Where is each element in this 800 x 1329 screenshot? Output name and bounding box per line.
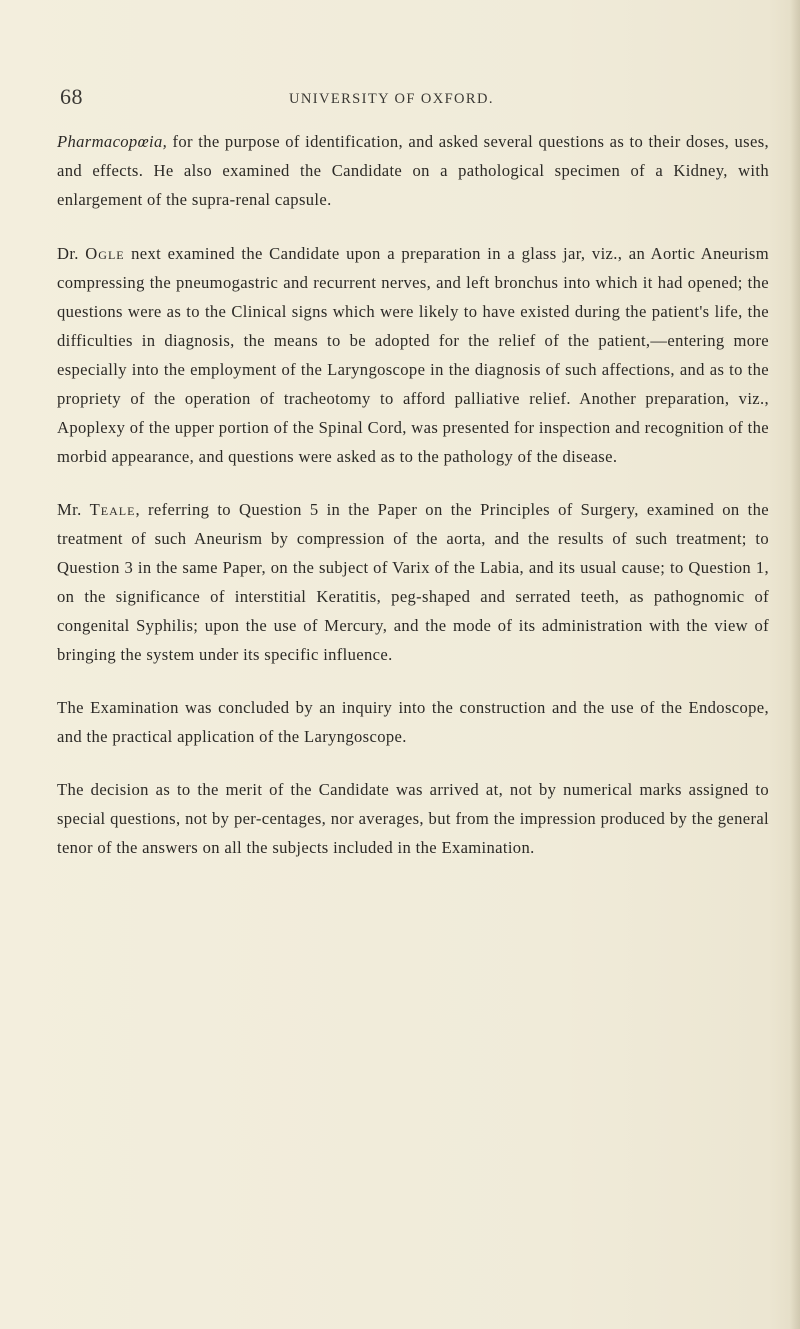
running-head: UNIVERSITY OF OXFORD. <box>289 91 494 107</box>
paragraph-text: next examined the Candidate upon a preparation in a glass jar, viz., an Aortic Aneurism compressing the pneumogastric and recurrent nerves, and left bronchus into which it had opened; the questions were as to the Clinical signs which were likely to have existed during the patient's life, the difficulties in diagnosis, the means to be adopted for the relief of the patient,—entering more especially into the employment of the Laryngoscope in the diagnosis of such affections, and as to the propriety of the operation of tracheotomy to afford palliative relief. Another preparation, viz., Apoplexy of the upper portion of the Spinal Cord, was presented for inspection and recognition of the morbid appearance, and questions were asked as to the pathology of the disease. <box>57 244 769 466</box>
paragraph-endoscope <box>57 693 769 751</box>
page-number: 68 <box>60 84 83 109</box>
body-text <box>57 127 769 886</box>
title-prefix: Dr. <box>57 244 86 263</box>
examiner-name: Teale <box>89 500 136 519</box>
paragraph-text: , referring to Question 5 in the Paper on the Principles of Surgery, examined on the treatment of such Aneurism by compression of the aorta, and the results of such treatment; to Question 3 in the same Paper, on the subject of Varix of the Labia, and its usual cause; to Question 1, on the significance of interstitial Keratitis, peg-shaped and serrated teeth, as pathognomic of congenital Syphilis; upon the use of Mercury, and the mode of its administration with the view of bringing the system under its specific influence. <box>57 500 769 664</box>
paragraph-decision <box>57 775 769 862</box>
paragraph-dr-ogle <box>57 239 769 471</box>
page-edge-shadow <box>790 0 800 1329</box>
paragraph-text: The decision as to the merit of the Candidate was arrived at, not by numerical marks assigned to special questions, not by per-centages, nor averages, but from the impression produced by the general tenor of the answers on all the subjects included in the Examination. <box>57 780 769 857</box>
paragraph-text: for the purpose of identification, and asked several questions as to their doses, uses, and effects. He also examined the Candidate on a pathological specimen of a Kidney, with enlargement of the supra-renal capsule. <box>57 132 769 209</box>
paragraph-text: The Examination was concluded by an inquiry into the construction and the use of the Endoscope, and the practical application of the Laryngoscope. <box>57 698 769 746</box>
paragraph-pharmacopoeia <box>57 127 769 214</box>
paragraph-mr-teale <box>57 495 769 669</box>
examiner-name: Ogle <box>85 244 125 263</box>
italic-lead-word: Pharmacopœia, <box>57 132 168 151</box>
title-prefix: Mr. <box>57 500 90 519</box>
